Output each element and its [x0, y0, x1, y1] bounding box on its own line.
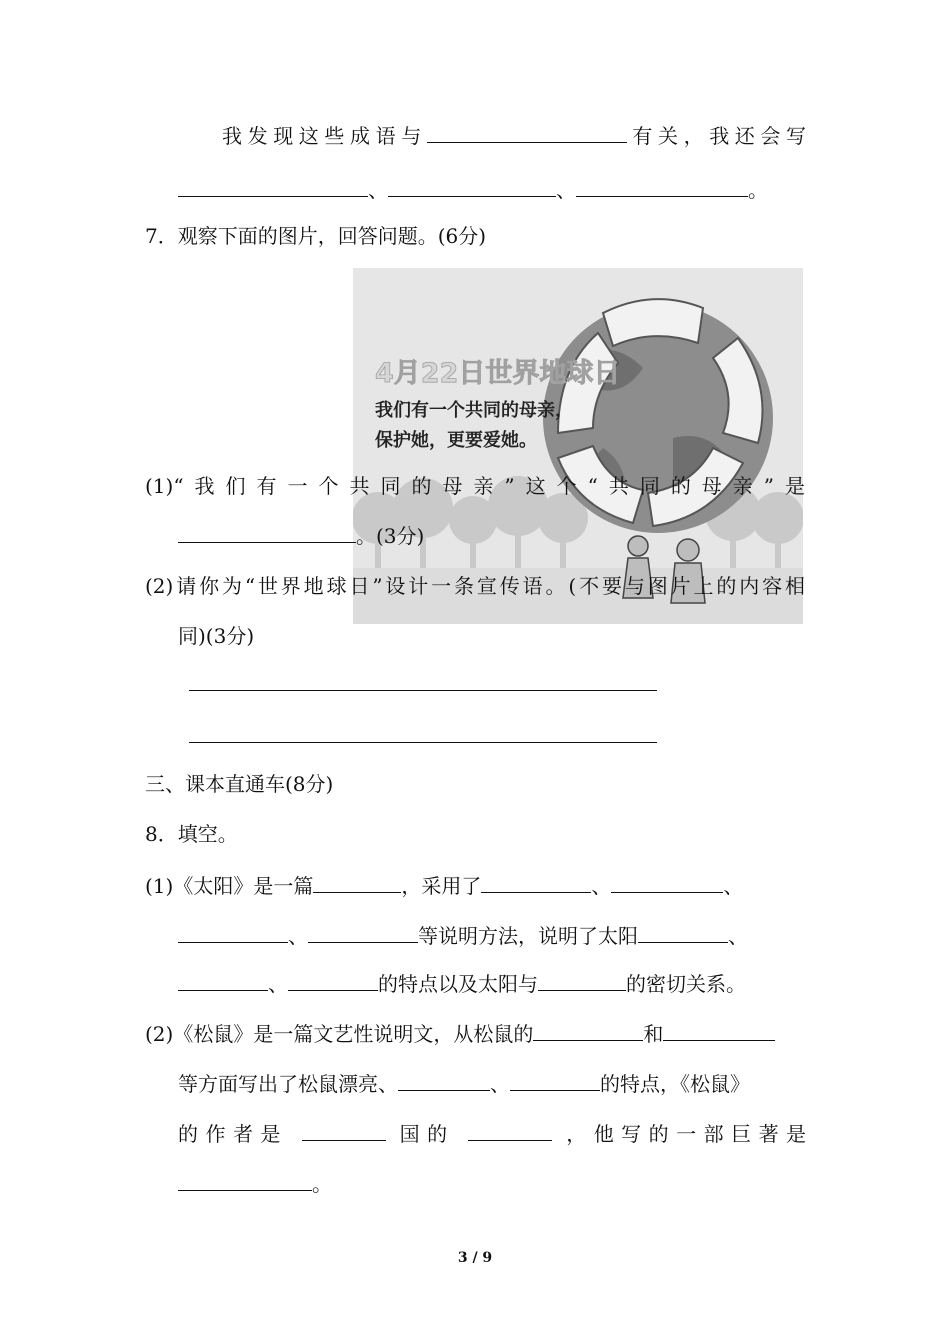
- answer-blank[interactable]: [427, 124, 627, 143]
- text: (2)请你为“世界地球日”设计一条宣传语。(不要与图片上的内容相: [145, 574, 805, 598]
- text: 、: [490, 1072, 510, 1096]
- answer-blank[interactable]: [481, 874, 591, 893]
- poster-title: 4月22日世界地球日: [375, 358, 621, 389]
- text: 有关，我还会写: [626, 124, 807, 148]
- q7-sub2-text: [145, 572, 805, 600]
- answer-blank[interactable]: [468, 1122, 552, 1141]
- answer-blank[interactable]: [178, 524, 356, 543]
- answer-blank[interactable]: [178, 972, 268, 991]
- answer-blank[interactable]: [510, 1072, 600, 1091]
- q8-sub2-line-b: [178, 1070, 750, 1098]
- answer-blank[interactable]: [638, 924, 728, 943]
- answer-blank[interactable]: [178, 924, 288, 943]
- text: 的特点以及太阳与: [378, 972, 538, 996]
- q8-title: 8．填空。: [145, 822, 238, 846]
- text: (1)“我们有一个共同的母亲”这个“共同的母亲”是: [145, 474, 805, 498]
- earth-day-poster: [353, 268, 803, 624]
- q6-answer-line-2: [178, 176, 808, 204]
- separator: 、: [556, 178, 576, 202]
- text: 、: [723, 874, 744, 898]
- q8-sub2-line-c: [178, 1120, 806, 1148]
- text: 的特点，《松鼠》: [600, 1072, 750, 1096]
- answer-blank[interactable]: [313, 874, 401, 893]
- text: 。: [312, 1172, 332, 1196]
- poster-line-2: 保护她，更要爱她。: [375, 430, 537, 451]
- answer-blank[interactable]: [302, 1122, 386, 1141]
- answer-blank[interactable]: [398, 1072, 490, 1091]
- answer-line[interactable]: [189, 742, 657, 743]
- q6-answer-line-1: [222, 122, 806, 150]
- separator: 、: [368, 178, 388, 202]
- q7-title: 7．观察下面的图片，回答问题。(6分): [145, 224, 487, 248]
- answer-blank[interactable]: [576, 178, 748, 197]
- text: 的作者是: [178, 1122, 288, 1146]
- text: 国的: [399, 1122, 455, 1146]
- answer-blank[interactable]: [533, 1022, 643, 1041]
- answer-blank[interactable]: [388, 178, 556, 197]
- answer-line[interactable]: [189, 690, 657, 691]
- text: ，他写的一部巨著是: [566, 1122, 807, 1146]
- q7-sub2-cont: 同)(3分): [178, 624, 255, 648]
- text: ，采用了: [401, 874, 482, 898]
- answer-blank[interactable]: [611, 874, 723, 893]
- q8-sub2-line-d: [178, 1170, 332, 1198]
- text: 等方面写出了松鼠漂亮、: [178, 1072, 398, 1096]
- text: 我发现这些成语与: [222, 124, 427, 148]
- q8-sub1-line-c: [178, 970, 746, 998]
- end-mark: 。: [748, 178, 768, 202]
- answer-blank[interactable]: [178, 178, 368, 197]
- text: 、: [591, 874, 612, 898]
- poster-line-1: 我们有一个共同的母亲，: [375, 400, 573, 421]
- answer-blank[interactable]: [178, 1172, 312, 1191]
- answer-blank[interactable]: [288, 972, 378, 991]
- answer-blank[interactable]: [663, 1022, 775, 1041]
- text: 、: [288, 924, 308, 948]
- text: 。(3分): [356, 524, 425, 548]
- text: (2)《松鼠》是一篇文艺性说明文，从松鼠的: [145, 1022, 534, 1046]
- q8-sub1-line-b: [178, 922, 748, 950]
- text: 、: [268, 972, 288, 996]
- answer-blank[interactable]: [538, 972, 626, 991]
- text: 、: [728, 924, 748, 948]
- q8-sub1-line-a: [145, 872, 743, 900]
- text: 的密切关系。: [626, 972, 746, 996]
- text: 等说明方法，说明了太阳: [418, 924, 638, 948]
- q7-sub1-answer: [178, 522, 424, 550]
- text: 和: [643, 1022, 664, 1046]
- page-number: 3 / 9: [457, 1250, 493, 1266]
- poster-illustration: [353, 268, 803, 624]
- answer-blank[interactable]: [308, 924, 418, 943]
- q8-sub2-line-a: [145, 1020, 775, 1048]
- text: (1)《太阳》是一篇: [145, 874, 314, 898]
- q7-sub1-text: [145, 472, 805, 500]
- section-3-title: 三、课本直通车(8分): [145, 772, 334, 796]
